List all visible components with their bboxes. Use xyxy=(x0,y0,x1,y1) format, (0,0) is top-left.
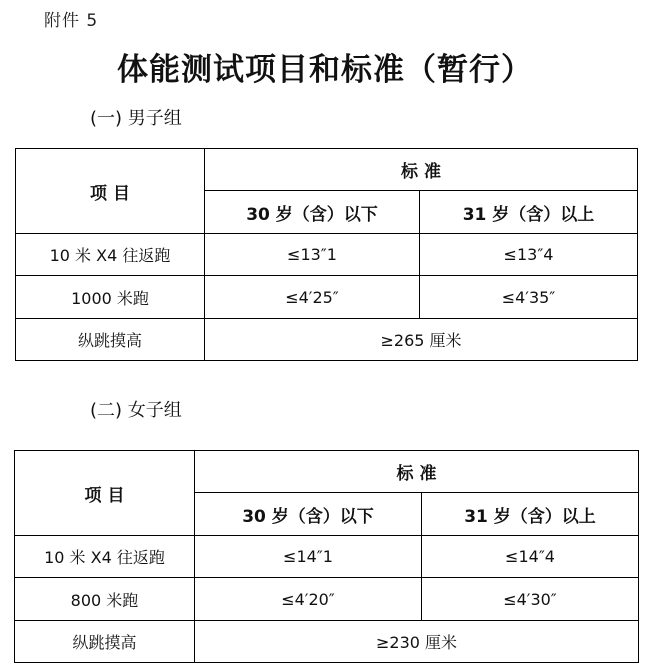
row-value-over-31: ≤14″4 xyxy=(422,536,639,578)
table-row xyxy=(16,234,638,276)
section-title-male: (一) 男子组 xyxy=(90,108,182,129)
header-age-under-30: 30 岁（含）以下 xyxy=(195,493,422,536)
row-value-all: ≥230 厘米 xyxy=(195,621,639,663)
attachment-label: 附件 5 xyxy=(44,11,99,31)
row-value-over-31: ≤13″4 xyxy=(420,234,638,276)
row-value-under-30: ≤4′25″ xyxy=(205,276,420,319)
table-row xyxy=(15,536,639,578)
standards-table-female xyxy=(14,450,639,663)
table-row xyxy=(15,578,639,621)
table-row xyxy=(15,621,639,663)
page-title: 体能测试项目和标准（暂行） xyxy=(117,52,533,88)
row-value-all: ≥265 厘米 xyxy=(205,319,638,361)
row-item: 纵跳摸高 xyxy=(15,621,195,663)
row-value-under-30: ≤14″1 xyxy=(195,536,422,578)
row-item: 10 米 X4 往返跑 xyxy=(15,536,195,578)
row-value-over-31: ≤4′35″ xyxy=(420,276,638,319)
header-item: 项 目 xyxy=(15,451,195,536)
standards-table-male xyxy=(15,148,638,361)
row-value-under-30: ≤13″1 xyxy=(205,234,420,276)
row-item: 1000 米跑 xyxy=(16,276,205,319)
table-row xyxy=(16,319,638,361)
row-item: 纵跳摸高 xyxy=(16,319,205,361)
header-age-over-31: 31 岁（含）以上 xyxy=(422,493,639,536)
header-standard: 标 准 xyxy=(205,149,638,191)
header-standard: 标 准 xyxy=(195,451,639,493)
header-item: 项 目 xyxy=(16,149,205,234)
row-value-over-31: ≤4′30″ xyxy=(422,578,639,621)
table-row xyxy=(16,276,638,319)
header-age-under-30: 30 岁（含）以下 xyxy=(205,191,420,234)
header-age-over-31: 31 岁（含）以上 xyxy=(420,191,638,234)
row-item: 10 米 X4 往返跑 xyxy=(16,234,205,276)
section-title-female: (二) 女子组 xyxy=(90,400,182,421)
row-item: 800 米跑 xyxy=(15,578,195,621)
row-value-under-30: ≤4′20″ xyxy=(195,578,422,621)
